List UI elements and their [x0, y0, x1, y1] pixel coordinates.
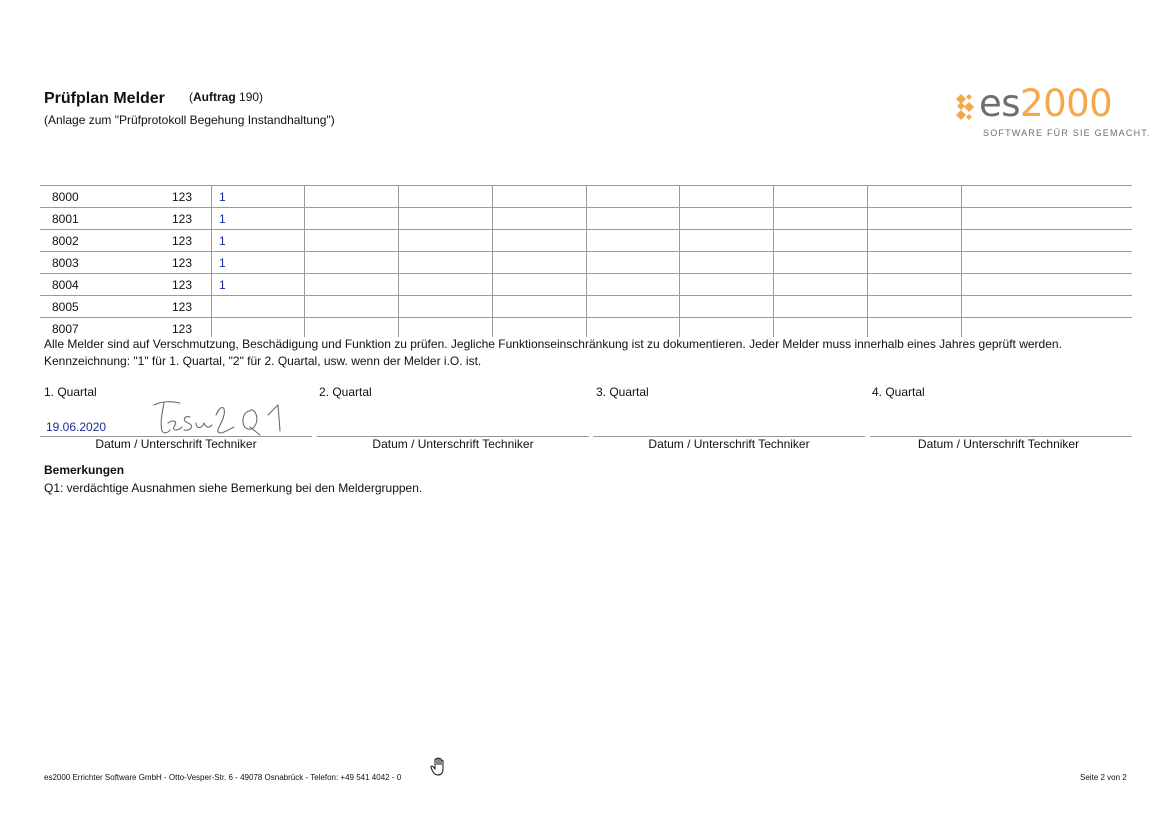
- detector-id: 8000: [52, 190, 79, 204]
- detector-value: 123: [171, 322, 192, 336]
- detector-id: 8005: [52, 300, 79, 314]
- detector-id: 8007: [52, 322, 79, 336]
- detector-id: 8002: [52, 234, 79, 248]
- page-title: Prüfplan Melder: [44, 90, 165, 107]
- footer-company: es2000 Errichter Software GmbH - Otto-Vesper-Str. 6 - 49078 Osnabrück - Telefon: +49 541 4042 - 0: [44, 773, 402, 782]
- signature-caption: Datum / Unterschrift Techniker: [372, 437, 534, 451]
- detector-value: 123: [171, 212, 192, 226]
- company-logo: [955, 82, 1151, 141]
- detector-value: 123: [171, 234, 192, 248]
- logo-tagline: SOFTWARE FÜR SIE GEMACHT.: [983, 128, 1151, 138]
- table-column-divider: [586, 185, 587, 337]
- detector-value: 123: [171, 190, 192, 204]
- detector-value: 123: [171, 256, 192, 270]
- detector-id: 8004: [52, 278, 79, 292]
- quarter-mark: 1: [219, 234, 226, 248]
- quarter-mark: 1: [219, 212, 226, 226]
- table-column-divider: [679, 185, 680, 337]
- detector-value: 123: [171, 278, 192, 292]
- page-number: Seite 2 von 2: [1080, 773, 1127, 782]
- logo-wordmark: es2000: [979, 82, 1113, 125]
- detector-id: 8001: [52, 212, 79, 226]
- table-column-divider: [398, 185, 399, 337]
- quarter-4-label: 4. Quartal: [872, 385, 925, 399]
- marking-legend: Kennzeichnung: "1" für 1. Quartal, "2" für 2. Quartal, usw. wenn der Melder i.O. ist.: [44, 353, 482, 368]
- signature-caption: Datum / Unterschrift Techniker: [917, 437, 1080, 451]
- quarter-mark: 1: [219, 256, 226, 270]
- order-number: 190: [239, 90, 260, 104]
- instructions-text: Alle Melder sind auf Verschmutzung, Beschädigung und Funktion zu prüfen. Jegliche Funktionseinschränkung ist zu dokumentieren. Jeder Melder muss innerhalb eines Jahres geprüft werden.: [44, 337, 1062, 351]
- detector-id: 8003: [52, 256, 79, 270]
- remarks-text: Q1: verdächtige Ausnahmen siehe Bemerkung bei den Meldergruppen.: [44, 481, 423, 495]
- table-column-divider: [961, 185, 962, 337]
- handwritten-signature: [150, 397, 290, 439]
- quarter-1-label: 1. Quartal: [44, 385, 97, 399]
- table-column-divider: [773, 185, 774, 337]
- quarter-mark: 1: [219, 190, 226, 204]
- table-column-divider: [492, 185, 493, 337]
- page-subtitle: (Anlage zum "Prüfprotokoll Begehung Instandhaltung"): [44, 113, 335, 127]
- remarks-heading: Bemerkungen: [44, 463, 125, 477]
- table-column-divider: [867, 185, 868, 337]
- order-label: Auftrag: [193, 90, 236, 104]
- quarter-2-label: 2. Quartal: [319, 385, 372, 399]
- signature-caption: Datum / Unterschrift Techniker: [648, 437, 810, 451]
- logo-arrows-icon: [955, 92, 979, 126]
- order-reference: (Auftrag 190): [189, 90, 264, 104]
- quarter-3-label: 3. Quartal: [596, 385, 649, 399]
- table-column-divider: [211, 185, 212, 337]
- hand-cursor-icon: [430, 757, 448, 777]
- table-column-divider: [304, 185, 305, 337]
- quarter-mark: 1: [219, 278, 226, 292]
- quarter-1-date: 19.06.2020: [46, 420, 107, 434]
- instructions-block: [44, 336, 1084, 369]
- signature-caption: Datum / Unterschrift Techniker: [95, 437, 257, 451]
- detector-value: 123: [171, 300, 192, 314]
